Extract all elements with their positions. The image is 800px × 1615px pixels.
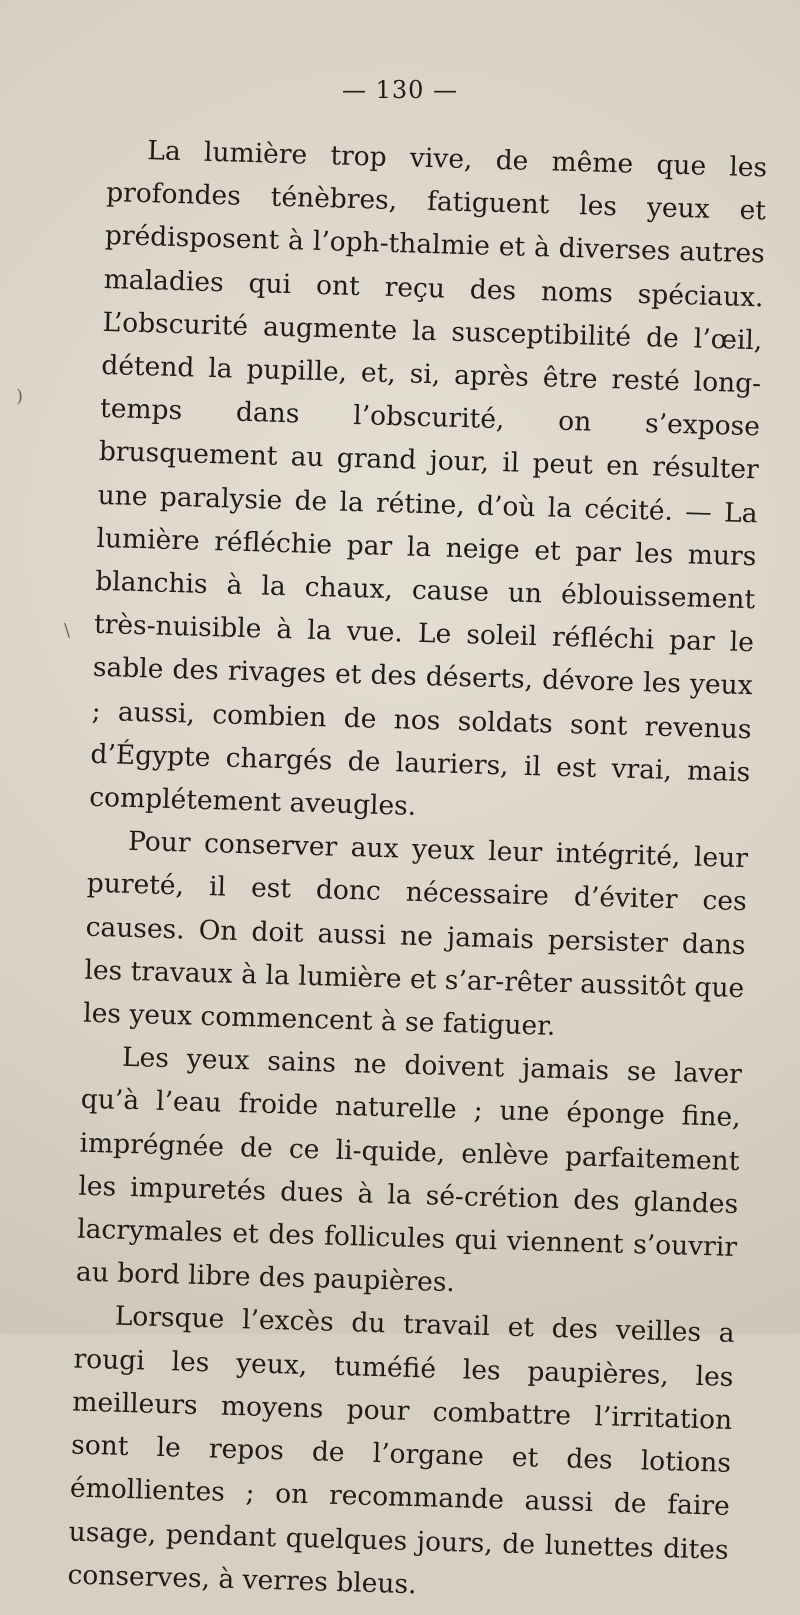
paragraph-1: La lumière trop vive, de même que les profondes ténèbres, fatiguent les yeux et prédisposent à l’oph-thalmie et à diverses autres maladies qui ont reçu des noms spéciaux. L’obscurité augmente la susceptibilité de l’œil, détend la pupille, et, si, après être resté long-temps dans l’obscurité, on s’expose brusquement au grand jour, il peut en résulter une paralysie de la rétine, d’où la cécité. — La lumière réfléchie par la neige et par les murs blanchis à la chaux, cause un éblouissement très-nuisible à la vue. Le soleil réfléchi par le sable des rivages et des déserts, dévore les yeux ; aussi, combien de nos soldats sont revenus d’Égypte chargés de lauriers, il est vrai, mais complétement aveugles. [88,135,768,822]
body-text [67,128,768,1615]
margin-mark: \ [64,620,71,641]
page-number: — 130 — [341,76,459,104]
paragraph-2: Pour conserver aux yeux leur intégrité, leur pureté, il est donc nécessaire d’éviter ces causes. On doit aussi ne jamais persister dans les travaux à la lumière et s’ar-rêter aussitôt que les yeux commencent à se fatiguer. [82,826,749,1042]
paragraph-3: Les yeux sains ne doivent jamais se laver qu’à l’eau froide naturelle ; une éponge fine, imprégnée de ce li-quide, enlève parfaitement les impuretés dues à la sé-crétion des glandes lacrymales et des follicules qui viennent s’ouvrir au bord libre des paupières. [75,1042,743,1299]
paragraph-4: Lorsque l’excès du travail et des veilles a rougi les yeux, tuméfié les paupières, les meilleurs moyens pour combattre l’irritation sont le repos de l’organe et des lotions émollientes ; on recommande aussi de faire usage, pendant quelques jours, de lunettes dites conserves, à verres bleus. [67,1301,736,1600]
margin-mark: ) [16,386,24,407]
